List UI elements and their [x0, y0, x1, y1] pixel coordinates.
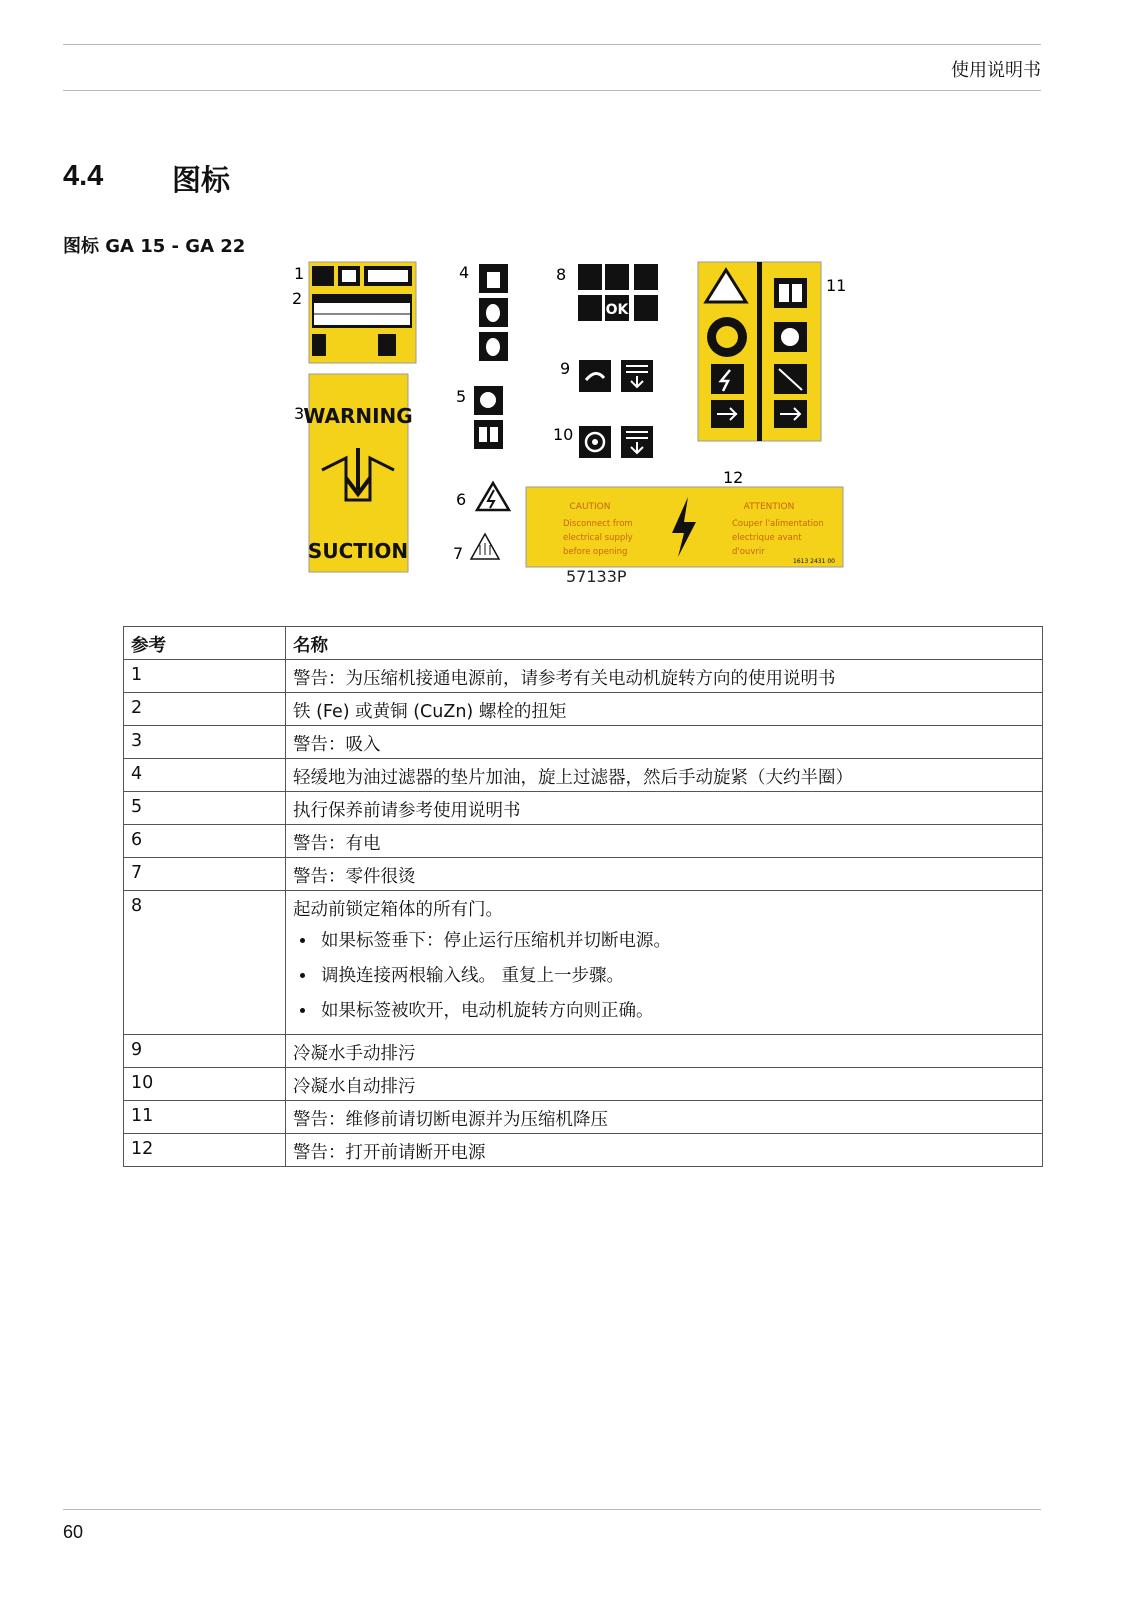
callout-11: 11: [826, 276, 847, 295]
label-suction-warning: [303, 374, 412, 572]
bullet-item: • 如果标签垂下：停止运行压缩机并切断电源。: [317, 927, 1035, 952]
table-row: [124, 759, 1043, 792]
name-cell: 警告：零件很烫: [286, 858, 1043, 891]
label-rotation-torque: [309, 262, 416, 363]
label-isolate-depressurize: [698, 262, 821, 441]
callout-8: 8: [556, 265, 567, 284]
attention-line-1: Couper l'alimentation: [732, 519, 824, 529]
ref-cell: 2: [124, 693, 286, 726]
ref-cell: 6: [124, 825, 286, 858]
ref-cell: 5: [124, 792, 286, 825]
label-door-lock: [578, 264, 658, 321]
column-header-ref: 参考: [124, 627, 286, 660]
warning-word: WARNING: [303, 404, 413, 428]
page-number: 60: [63, 1522, 84, 1542]
callout-6: 6: [456, 490, 467, 509]
caution-part-number: 1613 2431 00: [793, 558, 835, 565]
name-cell: 警告：维修前请切断电源并为压缩机降压: [286, 1101, 1043, 1134]
document-title: 使用说明书: [951, 60, 1041, 81]
attention-line-3: d'ouvrir: [732, 547, 765, 557]
figure-caption: 图标 GA 15 - GA 22: [63, 236, 246, 257]
label-manual-drain: [579, 360, 653, 392]
name-cell: 警告：吸入: [286, 726, 1043, 759]
name-cell: 铁 (Fe) 或黄铜 (CuZn) 螺栓的扭矩: [286, 693, 1043, 726]
caution-line-1: Disconnect from: [563, 519, 633, 529]
ref-cell: 7: [124, 858, 286, 891]
caution-title: CAUTION: [569, 502, 611, 512]
label-hot-surface: [471, 534, 499, 559]
table-header-row: [124, 627, 1043, 660]
name-cell: 冷凝水手动排污: [286, 1035, 1043, 1068]
suction-word: SUCTION: [307, 539, 409, 563]
ref-cell: 10: [124, 1068, 286, 1101]
bullet-item: • 调换连接两根输入线。 重复上一步骤。: [317, 962, 1035, 987]
header-rule-bottom: [63, 90, 1041, 91]
name-cell: [286, 891, 1043, 1035]
caution-line-3: before opening: [563, 547, 628, 557]
table-row: [124, 1134, 1043, 1167]
figure-code: 57133P: [566, 567, 627, 586]
table-row: [124, 825, 1043, 858]
ref-cell: 3: [124, 726, 286, 759]
table-row: [124, 693, 1043, 726]
table-row: [124, 792, 1043, 825]
name-cell: 警告：打开前请断开电源: [286, 1134, 1043, 1167]
ref-cell: 4: [124, 759, 286, 792]
table-row: [124, 1068, 1043, 1101]
ref-cell: 11: [124, 1101, 286, 1134]
table-row: [124, 1035, 1043, 1068]
caution-line-2: electrical supply: [563, 533, 633, 543]
callout-1: 1: [294, 264, 305, 283]
label-electric-warning: [477, 483, 509, 510]
ref-cell: 12: [124, 1134, 286, 1167]
name-cell: 轻缓地为油过滤器的垫片加油，旋上过滤器，然后手动旋紧（大约半圈）: [286, 759, 1043, 792]
label-caution-disconnect: [526, 487, 843, 567]
callout-10: 10: [553, 425, 574, 444]
name-text: 起动前锁定箱体的所有门。: [293, 900, 503, 920]
name-cell: 警告：为压缩机接通电源前，请参考有关电动机旋转方向的使用说明书: [286, 660, 1043, 693]
reference-table: [123, 626, 1043, 1167]
callout-3: 3: [294, 404, 305, 423]
table-row: [124, 858, 1043, 891]
header-rule-top: [63, 44, 1041, 45]
bullet-list: [293, 927, 1035, 1022]
ok-badge: OK: [605, 302, 629, 318]
bullet-item: • 如果标签被吹开，电动机旋转方向则正确。: [317, 997, 1035, 1022]
callout-12: 12: [723, 468, 744, 487]
label-auto-drain: [579, 426, 653, 458]
label-oil-filter: [479, 264, 508, 361]
attention-line-2: electrique avant: [732, 533, 802, 543]
table-row: [124, 726, 1043, 759]
name-cell: 冷凝水自动排污: [286, 1068, 1043, 1101]
footer-rule: [63, 1509, 1041, 1510]
attention-title: ATTENTION: [743, 502, 795, 512]
callout-4: 4: [459, 263, 470, 282]
name-cell: 执行保养前请参考使用说明书: [286, 792, 1043, 825]
label-service-manual: [474, 386, 503, 449]
callout-7: 7: [453, 544, 464, 563]
table-row: [124, 660, 1043, 693]
callout-5: 5: [456, 387, 467, 406]
section-title: 图标: [172, 163, 231, 197]
section-number: 4.4: [63, 160, 104, 192]
name-cell: 警告：有电: [286, 825, 1043, 858]
callout-2: 2: [292, 289, 303, 308]
column-header-name: 名称: [286, 627, 1043, 660]
ref-cell: 1: [124, 660, 286, 693]
table-row: [124, 891, 1043, 1035]
ref-cell: 8: [124, 891, 286, 1035]
callout-9: 9: [560, 359, 571, 378]
pictogram-figure: [280, 250, 900, 610]
table-row: [124, 1101, 1043, 1134]
ref-cell: 9: [124, 1035, 286, 1068]
